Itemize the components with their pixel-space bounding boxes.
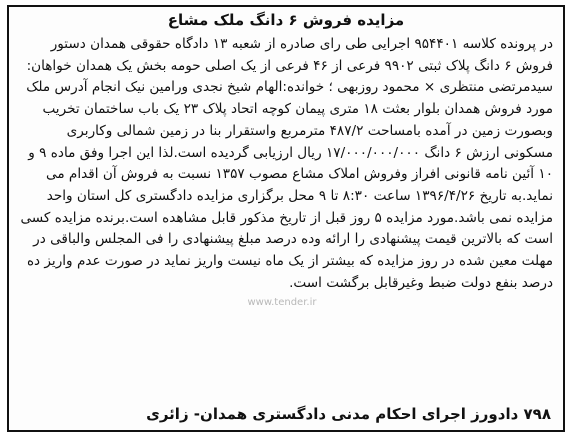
auction-notice (7, 5, 565, 432)
notice-title: مزایده فروش ۶ دانگ ملک مشاع (167, 11, 405, 29)
notice-paragraph: در پرونده کلاسه ۹۵۴۴۰۱ اجرایی طی رای صادره از شعبه ۱۳ دادگاه حقوقی همدان دستور فروش ۶ دانگ پلاک ثبتی ۹۹۰۲ فرعی از ۴۶ فرعی از یک اصلی حومه بخش یک همدان خواهان: سیدمرتضی منتظری × محمود روزبهی ؛ خوانده:الهام شیخ نجدی ورامین نیک انجام آدرس ملک مورد فروش همدان بلوار بعثت ۱۸ متری پیمان کوچه اتحاد پلاک ۲۳ یک باب ساختمان تخریب وبصورت زمین در آمده بامساحت ۴۸۷/۲ مترمربع واستقرار بنا در زمین شمالی وکاربری مسکونی ارزش ۶ دانگ ۱۷/۰۰۰/۰۰۰/۰۰۰ ریال ارزیابی گردیده است.لذا این اجرا وفق ماده ۹ و ۱۰ آئین نامه قانونی افراز وفروش املاک مشاع مصوب ۱۳۵۷ نسبت به فروش آن اقدام می نماید.به تاریخ ۱۳۹۶/۴/۲۶ ساعت ۸:۳۰ تا ۹ محل برگزاری مزایده دادگستری کل استان واحد مزایده نمی باشد.مورد مزایده ۵ روز قبل از تاریخ مذکور قابل مشاهده است.برنده مزایده کسی است که بالاترین قیمت پیشنهادی را ارائه وده درصد مبلغ پیشنهادی را فی المجلس والباقی در مهلت معین شده در روز مزایده که بیشتر از یک ماه نیست واریز نماید در صورت عدم واریز ده درصد بنفع دولت ضبط وغیرقابل برگشت است. (20, 36, 553, 291)
notice-body (19, 34, 553, 294)
watermark-text: www.tender.ir (247, 297, 317, 308)
notice-signature: ۷۹۸ دادورز اجرای احکام مدنی دادگستری همدان- زائری (146, 405, 551, 423)
